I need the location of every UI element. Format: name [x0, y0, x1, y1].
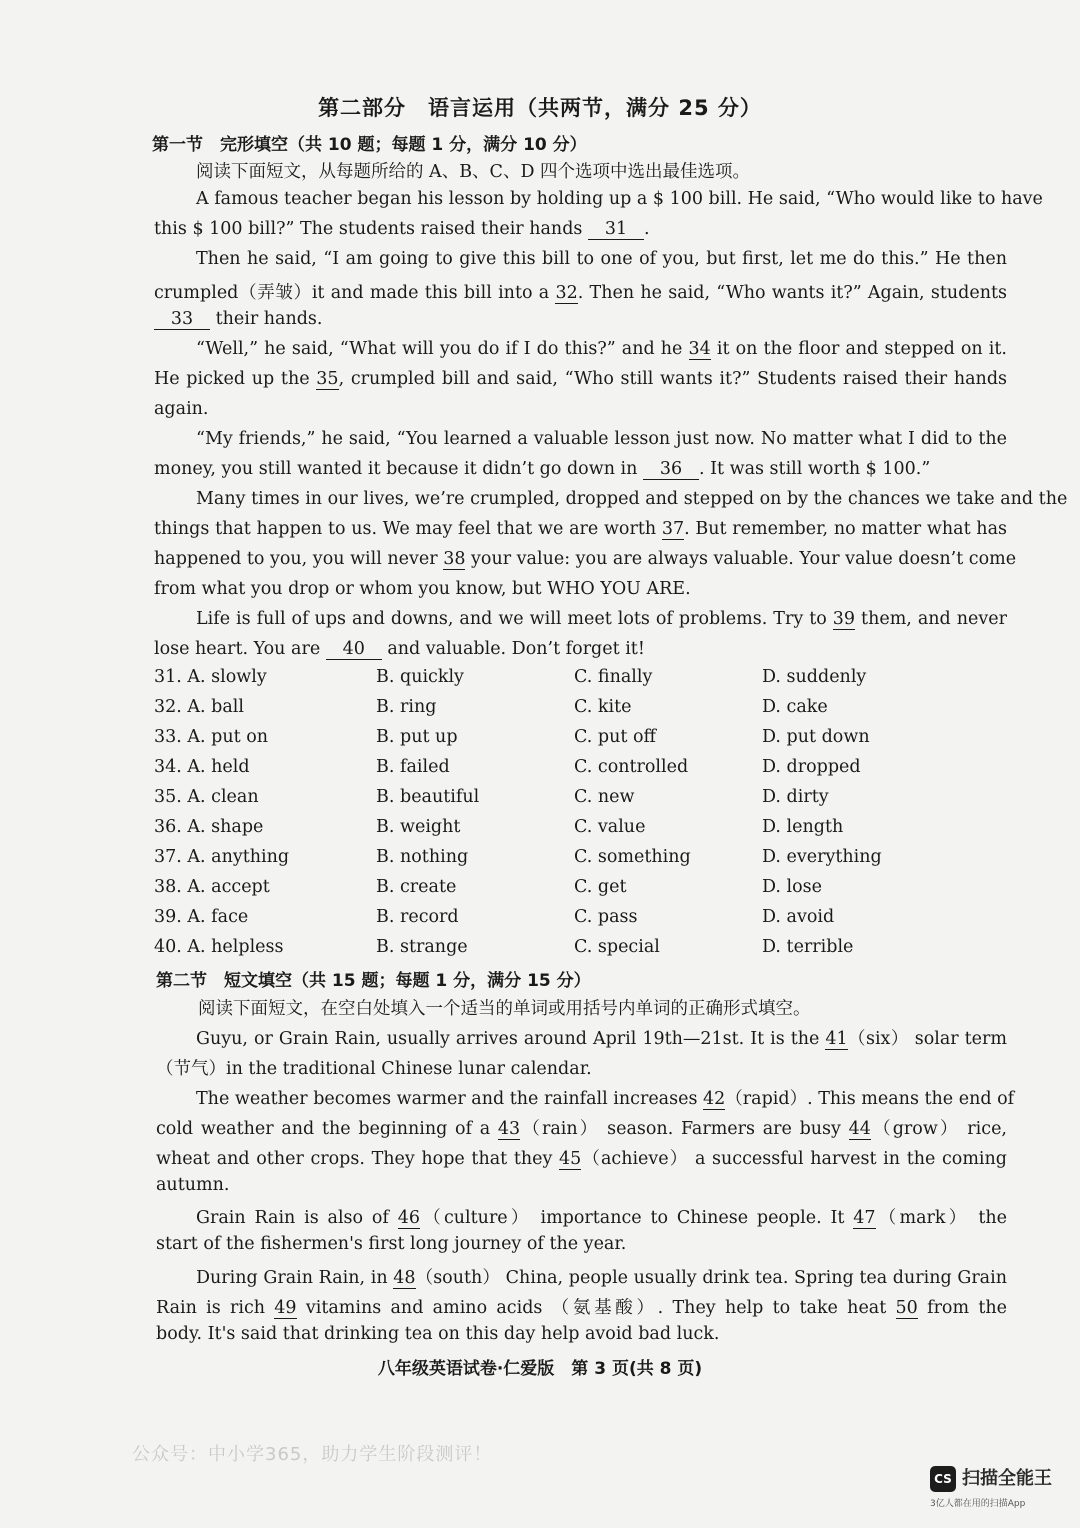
text-segment: start of the fishermen's first long journey of the year.: [156, 1234, 627, 1254]
text-segment: （south） China, people usually drink tea. Spring tea during Grain: [415, 1268, 1007, 1288]
logo-badge-icon: CS: [930, 1466, 956, 1492]
answer-blank: 38: [443, 549, 466, 569]
text-line: [154, 519, 1007, 539]
option-33-d: D. put down: [762, 727, 870, 747]
text-segment: wheat and other crops. They hope that they: [156, 1149, 560, 1169]
option-39-d: D. avoid: [762, 907, 835, 927]
answer-blank: 40: [326, 639, 382, 660]
text-line: [196, 489, 1068, 509]
option-40-b: B. strange: [376, 937, 468, 957]
option-32-d: D. cake: [762, 697, 828, 717]
text-line: [156, 1234, 626, 1254]
option-31-c: C. finally: [574, 667, 653, 687]
option-37-b: B. nothing: [376, 847, 469, 867]
text-segment: it on the floor and stepped on it.: [710, 339, 1007, 359]
option-40-a: 40. A. helpless: [154, 937, 284, 957]
text-segment: “My friends,” he said, “You learned a valuable lesson just now. No matter what I did to the: [196, 429, 1007, 449]
text-line: [156, 1175, 229, 1195]
section-instruction: 阅读下面短文，在空白处填入一个适当的单词或用括号内单词的正确形式填空。: [198, 999, 811, 1019]
text-segment: Many times in our lives, we’re crumpled, dropped and stepped on by the chances we take and the: [196, 489, 1068, 509]
text-line: [196, 189, 1043, 209]
option-39-c: C. pass: [574, 907, 638, 927]
text-line: [196, 609, 1007, 629]
option-38-a: 38. A. accept: [154, 877, 270, 897]
answer-blank: 47: [853, 1208, 876, 1228]
text-segment: .: [643, 219, 650, 239]
text-segment: A famous teacher began his lesson by holding up a $ 100 bill. He said, “Who would like to have: [196, 189, 1043, 209]
text-segment: （rain） season. Farmers are busy: [520, 1119, 849, 1139]
text-line: [196, 1264, 1007, 1289]
option-40-d: D. terrible: [762, 937, 854, 957]
text-segment: your value: you are always valuable. Your value doesn’t come: [465, 549, 1017, 569]
answer-blank: 43: [497, 1119, 521, 1139]
answer-blank: 35: [316, 369, 339, 389]
text-segment: crumpled（弄皱）it and made this bill into a: [154, 283, 556, 303]
page-footer: 八年级英语试卷·仁爱版 第 3 页(共 8 页): [377, 1359, 703, 1379]
text-line: [154, 309, 322, 330]
text-line: [154, 549, 1017, 569]
text-segment: and valuable. Don’t forget it!: [381, 639, 645, 659]
text-segment: During Grain Rain, in: [196, 1268, 394, 1288]
part-title: 第二部分 语言运用（共两节，满分 25 分）: [318, 96, 762, 120]
option-36-d: D. length: [762, 817, 844, 837]
option-31-b: B. quickly: [376, 667, 464, 687]
text-segment: Then he said, “I am going to give this bill to one of you, but first, let me do this.” He then: [196, 249, 1007, 269]
option-31-a: 31. A. slowly: [154, 667, 267, 687]
option-35-c: C. new: [574, 787, 635, 807]
text-line: [154, 369, 1007, 389]
answer-blank: 37: [661, 519, 685, 539]
section-heading: 第一节 完形填空（共 10 题；每题 1 分，满分 10 分）: [152, 135, 587, 155]
option-37-c: C. something: [574, 847, 691, 867]
text-segment: vitamins and amino acids （氨基酸）. They help to take heat: [296, 1298, 896, 1318]
text-line: [196, 339, 1007, 359]
text-segment: happened to you, you will never: [154, 549, 444, 569]
camscanner-logo: [930, 1466, 1070, 1516]
text-segment: things that happen to us. We may feel that we are worth: [154, 519, 662, 539]
answer-blank: 49: [274, 1298, 297, 1318]
option-34-a: 34. A. held: [154, 757, 250, 777]
text-segment: （culture） importance to Chinese people. It: [419, 1208, 854, 1228]
option-38-b: B. create: [376, 877, 457, 897]
answer-blank: 31: [588, 219, 644, 240]
text-segment: autumn.: [156, 1175, 230, 1195]
text-segment: （grow） rice,: [870, 1119, 1007, 1139]
text-segment: from what you drop or whom you know, but WHO YOU ARE.: [154, 579, 691, 599]
section-instruction: 阅读下面短文，从每题所给的 A、B、C、D 四个选项中选出最佳选项。: [196, 162, 751, 182]
text-segment: money, you still wanted it because it didn’t go down in: [154, 459, 643, 479]
answer-blank: 46: [397, 1208, 420, 1228]
answer-blank: 45: [559, 1149, 582, 1169]
text-segment: lose heart. You are: [154, 639, 326, 659]
text-segment: cold weather and the beginning of a: [156, 1119, 498, 1139]
option-33-b: B. put up: [376, 727, 458, 747]
answer-blank: 50: [895, 1298, 918, 1318]
text-line: [154, 279, 1007, 304]
text-line: [154, 639, 645, 660]
option-37-d: D. everything: [762, 847, 882, 867]
text-segment: them, and never: [855, 609, 1007, 629]
text-line: [154, 399, 209, 419]
text-segment: this $ 100 bill?” The students raised their hands: [154, 219, 588, 239]
option-34-c: C. controlled: [574, 757, 689, 777]
text-segment: （mark） the: [875, 1208, 1007, 1228]
text-line: [196, 1204, 1007, 1229]
option-31-d: D. suddenly: [762, 667, 867, 687]
text-segment: Life is full of ups and downs, and we will meet lots of problems. Try to: [196, 609, 833, 629]
text-segment: （节气）in the traditional Chinese lunar calendar.: [156, 1059, 592, 1079]
option-35-b: B. beautiful: [376, 787, 480, 807]
text-segment: body. It's said that drinking tea on this day help avoid bad luck.: [156, 1324, 720, 1344]
option-36-a: 36. A. shape: [154, 817, 264, 837]
answer-blank: 44: [848, 1119, 871, 1139]
option-35-a: 35. A. clean: [154, 787, 259, 807]
text-line: [154, 459, 930, 480]
text-segment: Guyu, or Grain Rain, usually arrives around April 19th—21st. It is the: [196, 1029, 826, 1049]
option-33-a: 33. A. put on: [154, 727, 269, 747]
option-37-a: 37. A. anything: [154, 847, 290, 867]
option-36-b: B. weight: [376, 817, 461, 837]
answer-blank: 42: [703, 1089, 726, 1109]
answer-blank: 33: [154, 309, 210, 330]
text-line: [196, 1025, 1007, 1050]
text-segment: from the: [917, 1298, 1007, 1318]
watermark: 公众号：中小学365，助力学生阶段测评！: [132, 1444, 493, 1465]
text-segment: Grain Rain is also of: [196, 1208, 398, 1228]
text-segment: The weather becomes warmer and the rainfall increases: [196, 1089, 703, 1109]
answer-blank: 39: [832, 609, 856, 629]
text-segment: , crumpled bill and said, “Who still wants it?” Students raised their hands: [338, 369, 1008, 389]
text-line: [154, 579, 691, 599]
option-40-c: C. special: [574, 937, 660, 957]
text-line: [156, 1115, 1007, 1140]
text-line: [196, 1085, 1015, 1110]
answer-blank: 34: [688, 339, 711, 359]
logo-tagline: 3亿人都在用的扫描App: [930, 1499, 1026, 1509]
text-segment: He picked up the: [154, 369, 317, 389]
text-segment: “Well,” he said, “What will you do if I do this?” and he: [196, 339, 689, 359]
text-line: [156, 1294, 1007, 1319]
text-segment: . It was still worth $ 100.”: [698, 459, 931, 479]
option-32-b: B. ring: [376, 697, 437, 717]
answer-blank: 32: [555, 283, 578, 303]
option-32-c: C. kite: [574, 697, 632, 717]
text-segment: （rapid）. This means the end of: [725, 1089, 1015, 1109]
answer-blank: 36: [643, 459, 699, 480]
text-segment: （achieve） a successful harvest in the coming: [581, 1149, 1007, 1169]
text-line: [156, 1055, 592, 1080]
text-line: [196, 249, 1007, 269]
option-33-c: C. put off: [574, 727, 656, 747]
text-line: [196, 429, 1007, 449]
text-line: [156, 1145, 1007, 1170]
text-segment: again.: [154, 399, 209, 419]
option-34-d: D. dropped: [762, 757, 861, 777]
option-36-c: C. value: [574, 817, 646, 837]
text-line: [154, 219, 650, 240]
text-line: [156, 1324, 719, 1344]
logo-name: 扫描全能王: [962, 1468, 1052, 1489]
option-32-a: 32. A. ball: [154, 697, 244, 717]
section-heading: 第二节 短文填空（共 15 题；每题 1 分，满分 15 分）: [156, 971, 591, 991]
option-35-d: D. dirty: [762, 787, 829, 807]
text-segment: . But remember, no matter what has: [684, 519, 1007, 539]
text-segment: . Then he said, “Who wants it?” Again, students: [577, 283, 1007, 303]
text-segment: （six） solar term: [847, 1029, 1007, 1049]
option-38-d: D. lose: [762, 877, 823, 897]
option-34-b: B. failed: [376, 757, 450, 777]
option-38-c: C. get: [574, 877, 627, 897]
answer-blank: 41: [825, 1029, 848, 1049]
option-39-b: B. record: [376, 907, 459, 927]
text-segment: their hands.: [210, 309, 323, 329]
text-segment: Rain is rich: [156, 1298, 275, 1318]
option-39-a: 39. A. face: [154, 907, 249, 927]
answer-blank: 48: [393, 1268, 416, 1288]
